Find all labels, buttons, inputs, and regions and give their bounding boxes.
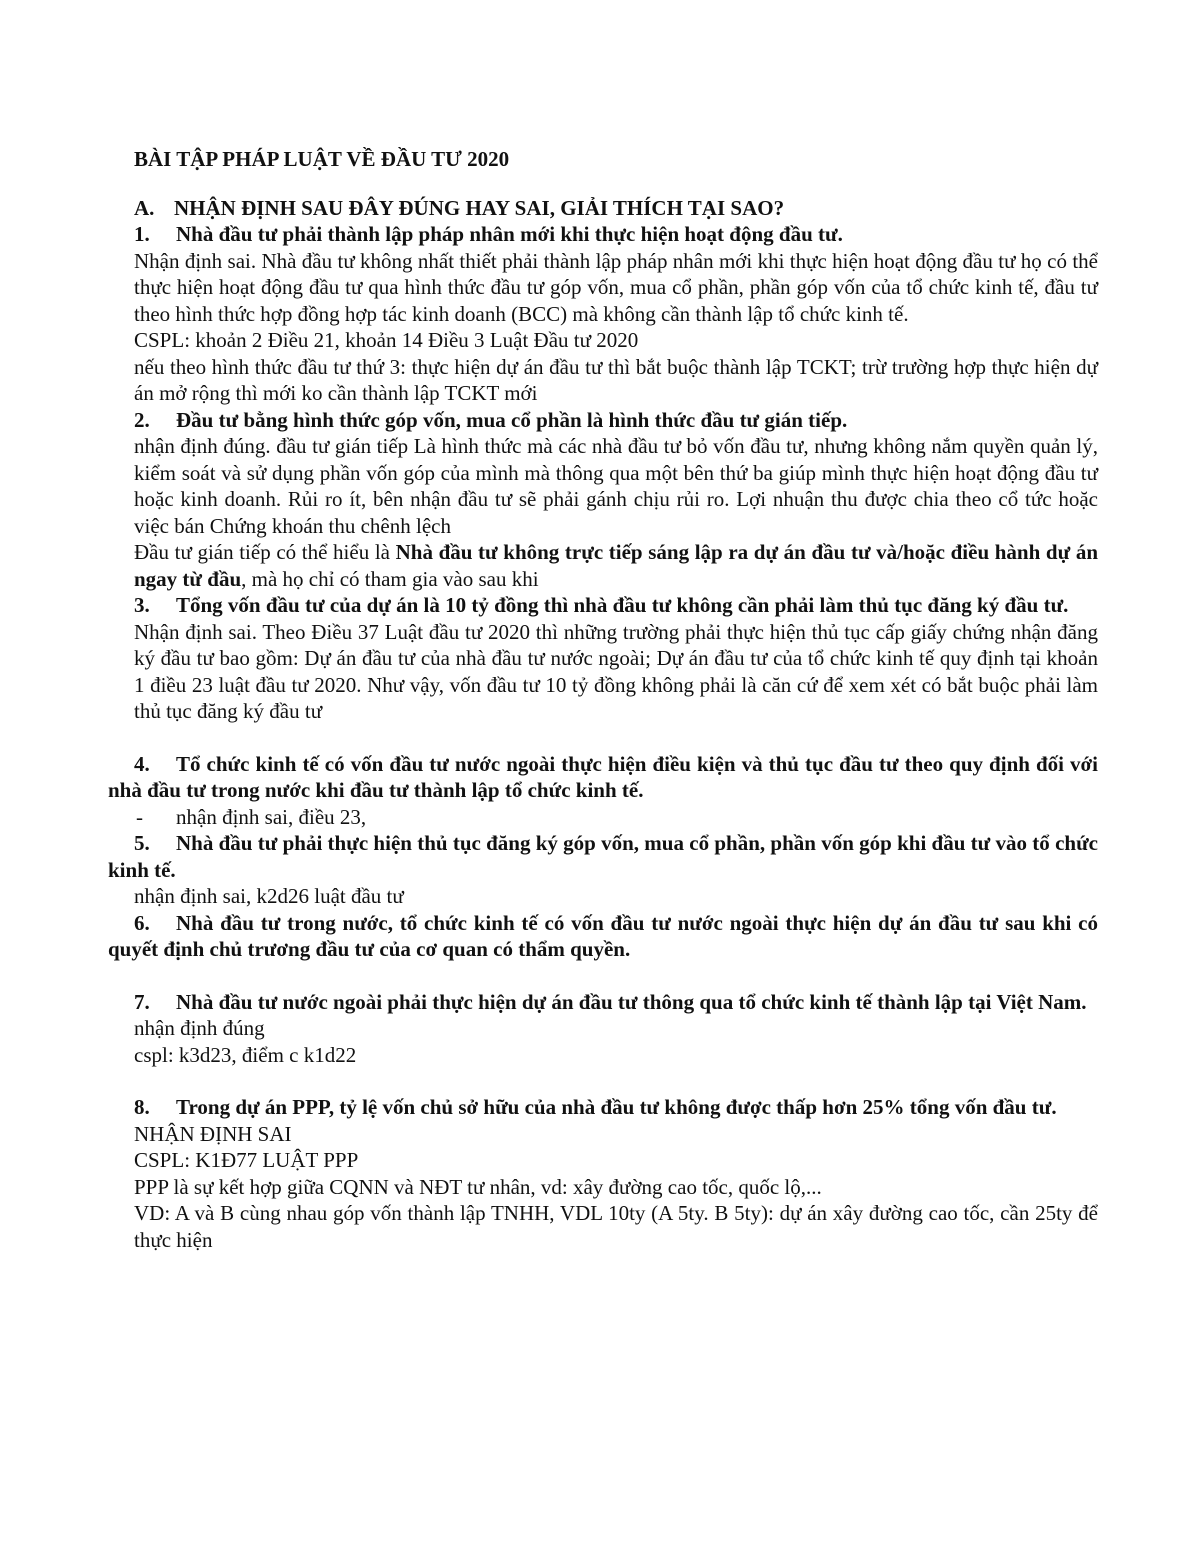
explanation-prefix: Đầu tư gián tiếp có thể hiểu là (134, 540, 396, 564)
page-title: BÀI TẬP PHÁP LUẬT VỀ ĐẦU TƯ 2020 (134, 147, 510, 171)
question-3 (108, 592, 1098, 619)
question-text: Nhà đầu tư phải thực hiện thủ tục đăng ký góp vốn, mua cổ phần, phần vốn góp khi đầu tư vào tổ chức kinh tế. (108, 831, 1098, 882)
explanation-bold: Nhà đầu tư không trực tiếp sáng lập ra dự án đầu tư và/hoặc điều hành dự án ngay từ đầu (134, 540, 1098, 591)
question-7 (108, 989, 1098, 1016)
blank-line (108, 1068, 1098, 1094)
question-number: 6. (134, 910, 150, 935)
question-text: Nhà đầu tư nước ngoài phải thực hiện dự án đầu tư thông qua tổ chức kinh tế thành lập tại Việt Nam. (176, 989, 1087, 1014)
section-a-heading (108, 195, 1098, 222)
question-2 (108, 407, 1098, 434)
note-8: PPP là sự kết hợp giữa CQNN và NĐT tư nhân, vd: xây đường cao tốc, quốc lộ,... (134, 1174, 822, 1199)
question-4 (108, 751, 1098, 804)
answer-text: nhận định sai, điều 23, (176, 804, 367, 829)
question-5 (108, 830, 1098, 883)
question-1 (108, 221, 1098, 248)
section-heading-text: NHẬN ĐỊNH SAU ĐÂY ĐÚNG HAY SAI, GIẢI THÍCH TẠI SAO? (174, 195, 785, 220)
question-text: Tổng vốn đầu tư của dự án là 10 tỷ đồng thì nhà đầu tư không cần phải làm thủ tục đăng ký đầu tư. (176, 593, 1069, 617)
question-text: Nhà đầu tư trong nước, tổ chức kinh tế có vốn đầu tư nước ngoài thực hiện dự án đầu tư sau khi có quyết định chủ trương đầu tư của cơ quan có thẩm quyền. (108, 910, 1098, 961)
answer-8: NHẬN ĐỊNH SAI (134, 1121, 292, 1146)
question-8 (108, 1094, 1098, 1121)
question-text: Đầu tư bằng hình thức góp vốn, mua cổ phần là hình thức đầu tư gián tiếp. (176, 407, 848, 432)
note-1: nếu theo hình thức đầu tư thứ 3: thực hiện dự án đầu tư thì bắt buộc thành lập TCKT; trừ trường hợp thực hiện dự án mở rộng thì mới ko cần thành lập TCKT mới (134, 354, 1098, 405)
dash-bullet: - (136, 804, 143, 829)
question-number: 4. (134, 751, 150, 776)
question-number: 2. (134, 407, 150, 432)
answer-2: nhận định đúng. đầu tư gián tiếp Là hình thức mà các nhà đầu tư bỏ vốn đầu tư, nhưng không nắm quyền quản lý, kiểm soát và sử dụng phần vốn góp của mình mà thông qua một bên thứ ba giúp mình thực hiện hoạt động đầu tư hoặc kinh doanh. Rủi ro ít, bên nhận đầu tư sẽ phải gánh chịu rủi ro. Lợi nhuận thu được chia theo cổ tức hoặc việc bán Chứng khoán thu chênh lệch (134, 434, 1098, 538)
legal-basis-1: CSPL: khoản 2 Điều 21, khoản 14 Điều 3 Luật Đầu tư 2020 (134, 328, 639, 352)
legal-basis-8: CSPL: K1Đ77 LUẬT PPP (134, 1148, 359, 1172)
question-text: Tổ chức kinh tế có vốn đầu tư nước ngoài thực hiện điều kiện và thủ tục đầu tư theo quy định đối với nhà đầu tư trong nước khi đầu tư thành lập tổ chức kinh tế. (108, 751, 1098, 802)
blank-line (108, 963, 1098, 989)
explanation-suffix: , mà họ chỉ có tham gia vào sau khi (241, 566, 539, 591)
blank-line (108, 725, 1098, 751)
explanation-2 (108, 539, 1098, 592)
question-number: 3. (134, 593, 150, 617)
section-letter: A. (134, 195, 155, 220)
question-number: 8. (134, 1095, 150, 1119)
answer-1: Nhận định sai. Nhà đầu tư không nhất thiết phải thành lập pháp nhân mới khi thực hiện hoạt động đầu tư họ có thể thực hiện hoạt động đầu tư qua hình thức đầu tư góp vốn, mua cổ phần, phần góp vốn của tổ chức kinh tế, đầu tư theo hình thức hợp đồng hợp tác kinh doanh (BCC) mà không cần thành lập tổ chức kinh tế. (134, 248, 1098, 326)
question-text: Trong dự án PPP, tỷ lệ vốn chủ sở hữu của nhà đầu tư không được thấp hơn 25% tổng vốn đầu tư. (176, 1095, 1057, 1119)
answer-3: Nhận định sai. Theo Điều 37 Luật đầu tư 2020 thì những trường phải thực hiện thủ tục cấp giấy chứng nhận đăng ký đầu tư bao gồm: Dự án đầu tư của nhà đầu tư nước ngoài; Dự án đầu tư của tổ chức kinh tế quy định tại khoản 1 điều 23 luật đầu tư 2020. Như vậy, vốn đầu tư 10 tỷ đồng không phải là căn cứ để xem xét có bắt buộc phải làm thủ tục đăng ký đầu tư (134, 619, 1098, 723)
answer-7: nhận định đúng (134, 1016, 265, 1040)
example-8: VD: A và B cùng nhau góp vốn thành lập TNHH, VDL 10ty (A 5ty. B 5ty): dự án xây đường cao tốc, cần 25ty để thực hiện (134, 1201, 1098, 1252)
legal-basis-7: cspl: k3d23, điểm c k1d22 (134, 1042, 357, 1067)
question-number: 5. (134, 831, 150, 855)
question-6 (108, 910, 1098, 963)
answer-4 (108, 804, 1098, 831)
question-number: 1. (134, 222, 150, 246)
document-body (108, 146, 1098, 1253)
question-text: Nhà đầu tư phải thành lập pháp nhân mới khi thực hiện hoạt động đầu tư. (176, 222, 843, 246)
question-number: 7. (134, 989, 150, 1014)
answer-5: nhận định sai, k2d26 luật đầu tư (134, 884, 404, 908)
